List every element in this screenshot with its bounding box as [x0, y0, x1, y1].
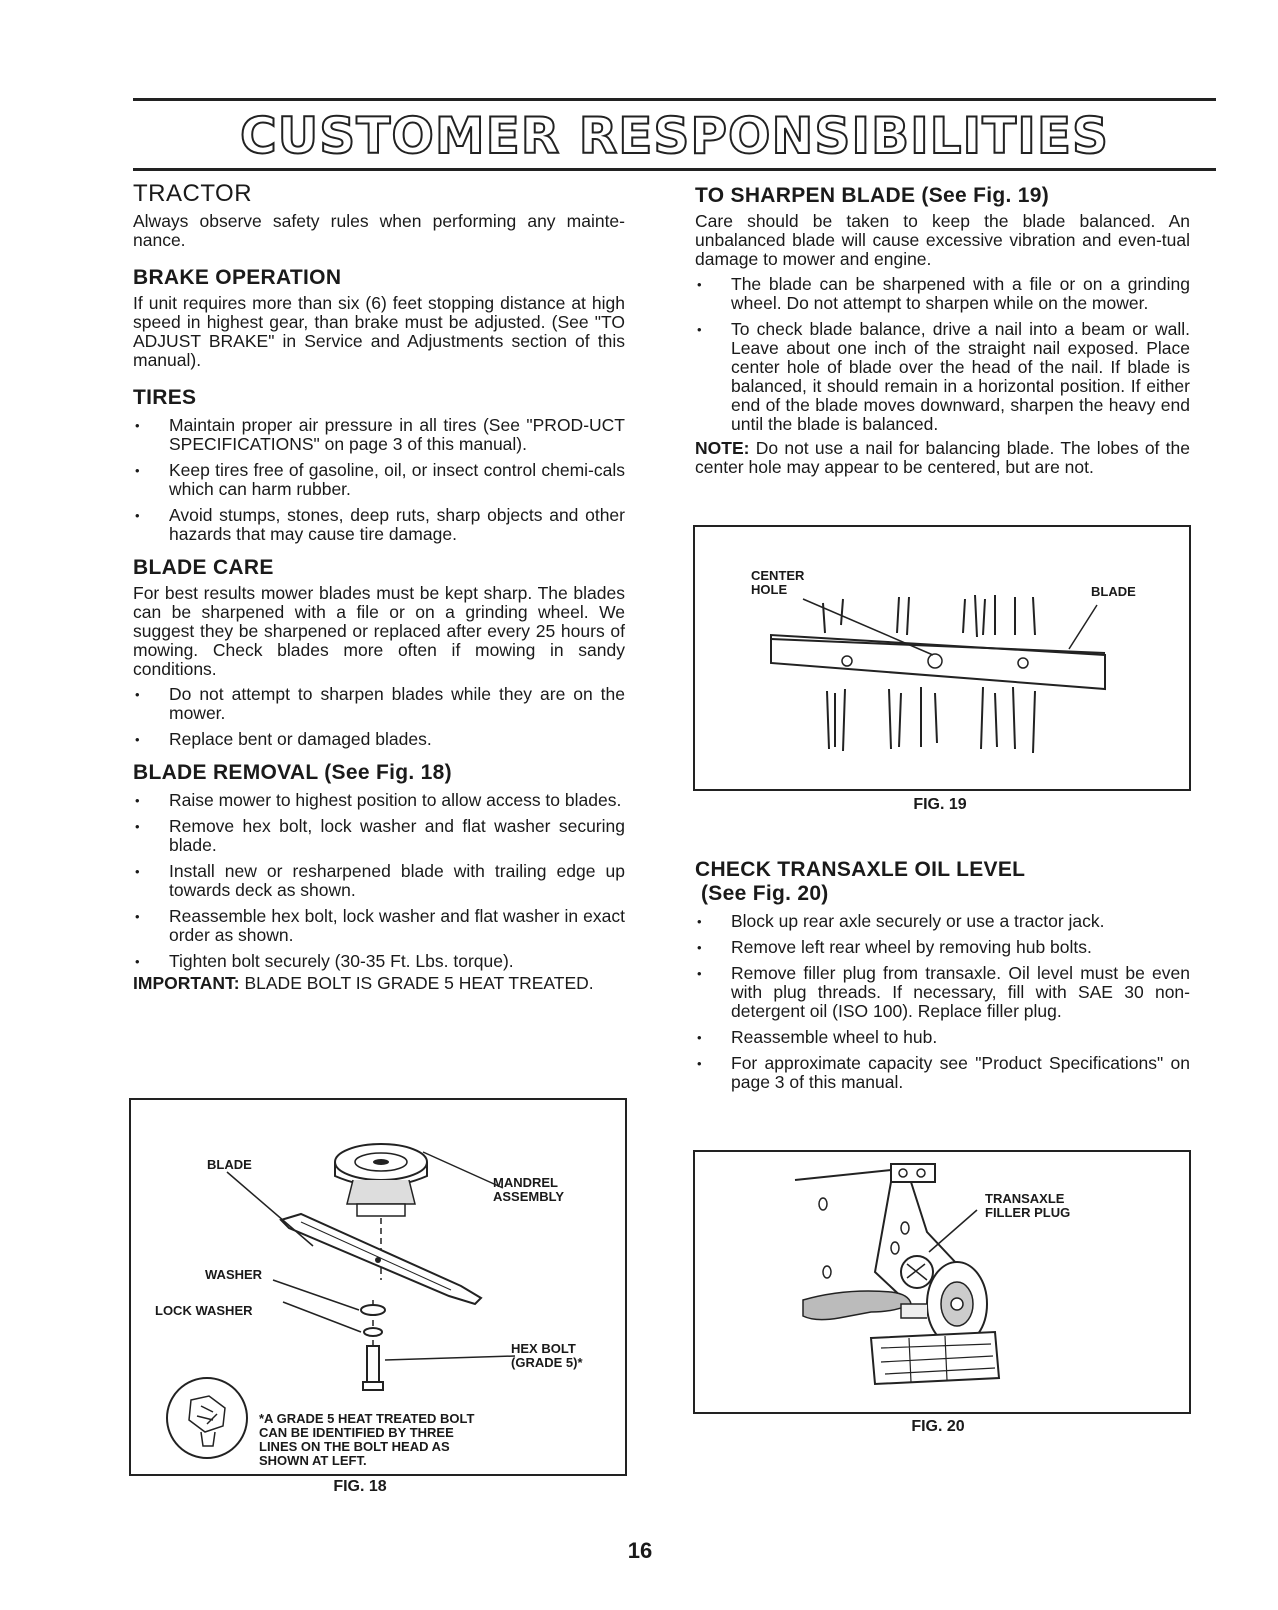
title-rule — [133, 168, 1216, 171]
fig18-bolt-note: *A GRADE 5 HEAT TREATED BOLT CAN BE IDENTIFIED BY THREE LINES ON THE BOLT HEAD AS SHOWN AT LEFT. — [259, 1411, 475, 1468]
fig19-box — [693, 525, 1191, 791]
top-rule — [133, 98, 1216, 101]
list-item: • Tighten bolt securely (30-35 Ft. Lbs. torque). — [133, 952, 625, 971]
fig18-blade-label: BLADE — [207, 1157, 252, 1172]
list-item: • Remove left rear wheel by removing hub bolts. — [695, 938, 1190, 957]
important-note — [133, 974, 625, 993]
fig18-box — [129, 1098, 627, 1476]
list-item: • Install new or resharpened blade with trailing edge up towards deck as shown. — [133, 862, 625, 900]
transaxle-section — [695, 858, 1190, 1099]
fig19-drawing — [695, 527, 1189, 789]
list-item: • Remove filler plug from transaxle. Oil level must be even with plug threads. If necessary, fill with SAE 30 non-detergent oil (ISO 100). Replace filler plug. — [695, 964, 1190, 1021]
brake-text: If unit requires more than six (6) feet stopping distance at high speed in highest gear, than brake must be adjusted. (See "TO ADJUST BRAKE" in Service and Adjustments section of this manual). — [133, 293, 625, 370]
list-item: • Avoid stumps, stones, deep ruts, sharp objects and other hazards that may cause tire damage. — [133, 506, 625, 544]
right-column — [695, 184, 1190, 477]
important-label: IMPORTANT: — [133, 973, 240, 993]
sharpen-text: Care should be taken to keep the blade balanced. An unbalanced blade will cause excessive vibration and even-tual damage to mower and engine. — [695, 211, 1190, 269]
list-item: • Keep tires free of gasoline, oil, or insect control chemi-cals which can harm rubber. — [133, 461, 625, 499]
blade-care-heading: BLADE CARE — [133, 556, 274, 579]
tires-heading: TIRES — [133, 386, 197, 409]
tractor-text: Always observe safety rules when performing any mainte-nance. — [133, 211, 625, 250]
brake-heading: BRAKE OPERATION — [133, 266, 342, 289]
page-title: CUSTOMER RESPONSIBILITIES — [239, 107, 1110, 165]
list-item: • Reassemble hex bolt, lock washer and flat washer in exact order as shown. — [133, 907, 625, 945]
fig18-mandrel-label: MANDREL ASSEMBLY — [493, 1175, 565, 1204]
list-item: • Raise mower to highest position to allow access to blades. — [133, 791, 625, 810]
blade-removal-heading: BLADE REMOVAL (See Fig. 18) — [133, 761, 452, 784]
list-item: • Block up rear axle securely or use a tractor jack. — [695, 912, 1190, 931]
transaxle-list — [695, 912, 1190, 1092]
fig20-drawing — [695, 1152, 1189, 1412]
fig19-caption: FIG. 19 — [913, 796, 967, 813]
fig20-caption: FIG. 20 — [911, 1418, 965, 1435]
list-item: • Replace bent or damaged blades. — [133, 730, 625, 749]
transaxle-heading: CHECK TRANSAXLE OIL LEVEL — [695, 858, 1026, 881]
fig18-lock-washer-label: LOCK WASHER — [155, 1303, 253, 1318]
fig19-center-hole-label: CENTER HOLE — [751, 568, 805, 597]
sharpen-heading: TO SHARPEN BLADE (See Fig. 19) — [695, 184, 1050, 207]
fig19-blade-label: BLADE — [1091, 584, 1136, 599]
sharpen-note — [695, 439, 1190, 477]
transaxle-subheading: (See Fig. 20) — [701, 882, 829, 905]
note-text: Do not use a nail for balancing blade. The lobes of the center hole may appear to be centered, but are not. — [695, 438, 1190, 477]
fig20-box — [693, 1150, 1191, 1414]
list-item: • Reassemble wheel to hub. — [695, 1028, 1190, 1047]
fig20-filler-plug-label: TRANSAXLE FILLER PLUG — [985, 1191, 1071, 1220]
fig18-hex-bolt-label: HEX BOLT (GRADE 5)* — [511, 1341, 583, 1370]
blade-removal-list — [133, 791, 625, 971]
list-item: • Remove hex bolt, lock washer and flat washer securing blade. — [133, 817, 625, 855]
tractor-heading: TRACTOR — [133, 180, 253, 207]
left-column — [133, 180, 625, 993]
list-item: • For approximate capacity see "Product Specifications" on page 3 of this manual. — [695, 1054, 1190, 1092]
sharpen-list — [695, 275, 1190, 434]
tires-list — [133, 416, 625, 544]
list-item: • The blade can be sharpened with a file or on a grinding wheel. Do not attempt to sharpen while on the mower. — [695, 275, 1190, 313]
note-label: NOTE: — [695, 438, 750, 458]
fig18-caption: FIG. 18 — [333, 1478, 387, 1495]
list-item: • Do not attempt to sharpen blades while they are on the mower. — [133, 685, 625, 723]
fig18-washer-label: WASHER — [205, 1267, 263, 1282]
list-item: • Maintain proper air pressure in all tires (See "PROD-UCT SPECIFICATIONS" on page 3 of this manual). — [133, 416, 625, 454]
page-number: 16 — [627, 1538, 653, 1563]
blade-care-list — [133, 685, 625, 749]
important-text: BLADE BOLT IS GRADE 5 HEAT TREATED. — [244, 973, 594, 993]
list-item: • To check blade balance, drive a nail into a beam or wall. Leave about one inch of the straight nail exposed. Place center hole of blade over the head of the nail. If blade is balanced, it should remain in a horizontal position. If either end of the blade moves downward, sharpen the heavy end until the blade is balanced. — [695, 320, 1190, 434]
blade-care-text: For best results mower blades must be kept sharp. The blades can be sharpened with a file or on a grinding wheel. We suggest they be sharpened or replaced after every 25 hours of mowing. Check blades more often if mowing in sandy conditions. — [133, 583, 625, 679]
